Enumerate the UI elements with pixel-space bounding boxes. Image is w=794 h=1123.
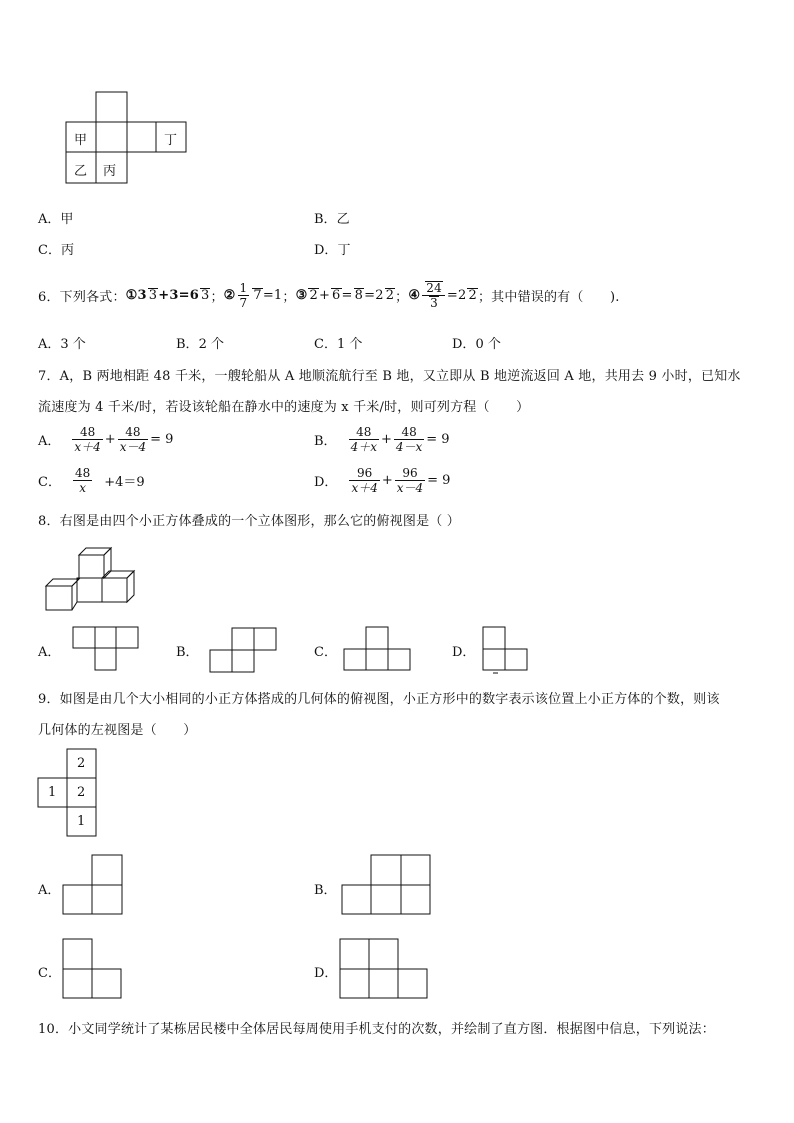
q7-option-b[interactable]: B． $\frac{48}{4+x}$ + $\frac{48}{4-x}$ = 9 bbox=[314, 424, 450, 454]
q9-option-c[interactable]: C． bbox=[38, 966, 61, 981]
q7-option-d[interactable]: D． $\frac{96}{x+4}$ + $\frac{96}{x-4}$ = 9 bbox=[314, 465, 451, 495]
net-label-bing: 丙 bbox=[103, 164, 117, 179]
q6-option-d[interactable]: D．0 个 bbox=[452, 337, 501, 352]
q9-stem-line1: 9．如图是由几个大小相同的小正方体搭成的几何体的俯视图，小正方形中的数字表示该位置上小正方体的个数，则该 bbox=[38, 692, 720, 707]
q5-option-a[interactable]: A．甲 bbox=[38, 212, 74, 227]
q8-option-b[interactable]: B． bbox=[176, 645, 199, 660]
q9-grid-left: 1 bbox=[48, 785, 57, 800]
q7-stem-line2: 流速度为 4 千米/时，若设该轮船在静水中的速度为 x 千米/时，则可列方程（ ） bbox=[38, 400, 530, 415]
q7-stem-line1: 7．A，B 两地相距 48 千米，一艘轮船从 A 地顺流航行至 B 地，又立即从 B 地逆流返回 A 地，共用去 9 小时，已知水 bbox=[38, 369, 741, 384]
net-label-yi: 乙 bbox=[74, 164, 88, 179]
q9-grid-bottom: 1 bbox=[77, 814, 86, 829]
net-label-ding: 丁 bbox=[164, 133, 178, 148]
q9-option-d[interactable]: D． bbox=[314, 966, 338, 981]
q6-frac-1-7: $\frac{1}{7}$ bbox=[239, 280, 248, 310]
q8-stem: 8．右图是由四个小正方体叠成的一个立体图形，那么它的俯视图是（ ） bbox=[38, 514, 461, 529]
q6-option-b[interactable]: B．2 个 bbox=[176, 337, 224, 352]
q6-option-a[interactable]: A．3 个 bbox=[38, 337, 86, 352]
q8-option-d[interactable]: D． bbox=[452, 645, 476, 660]
q5-option-b[interactable]: B．乙 bbox=[314, 212, 350, 227]
q6-option-c[interactable]: C．1 个 bbox=[314, 337, 363, 352]
q6-stem: 6．下列各式： ① 3 3 +3=6 3 ； ② $\frac{1}{7}$ 7 =1 ； ③ 2 + 6 = 8 =2 2 ； ④ $\frac{24}{3}$ =2 2 ；其中错误的有（ ). bbox=[38, 280, 620, 310]
q6-frac-sqrt24-sqrt3: $\frac{24}{3}$ bbox=[422, 281, 445, 310]
q10-stem: 10．小文同学统计了某栋居民楼中全体居民每周使用手机支付的次数，并绘制了直方图．根据图中信息，下列说法： bbox=[38, 1022, 715, 1037]
q5-option-c[interactable]: C．丙 bbox=[38, 243, 74, 258]
q9-option-b[interactable]: B． bbox=[314, 883, 337, 898]
q9-grid-top: 2 bbox=[77, 756, 86, 771]
q8-option-a[interactable]: A． bbox=[38, 645, 61, 660]
q7-option-c[interactable]: C． $\frac{48}{x}$ +4＝9 bbox=[38, 465, 145, 495]
net-label-jia: 甲 bbox=[74, 133, 88, 148]
q9-option-a[interactable]: A． bbox=[38, 883, 61, 898]
q9-stem-line2: 几何体的左视图是（ ） bbox=[38, 723, 197, 738]
q9-grid-center: 2 bbox=[77, 785, 86, 800]
q7-option-a[interactable]: A． $\frac{48}{x+4}$ + $\frac{48}{x-4}$ = 9 bbox=[38, 424, 174, 454]
q5-option-d[interactable]: D．丁 bbox=[314, 243, 351, 258]
q8-option-c[interactable]: C． bbox=[314, 645, 337, 660]
